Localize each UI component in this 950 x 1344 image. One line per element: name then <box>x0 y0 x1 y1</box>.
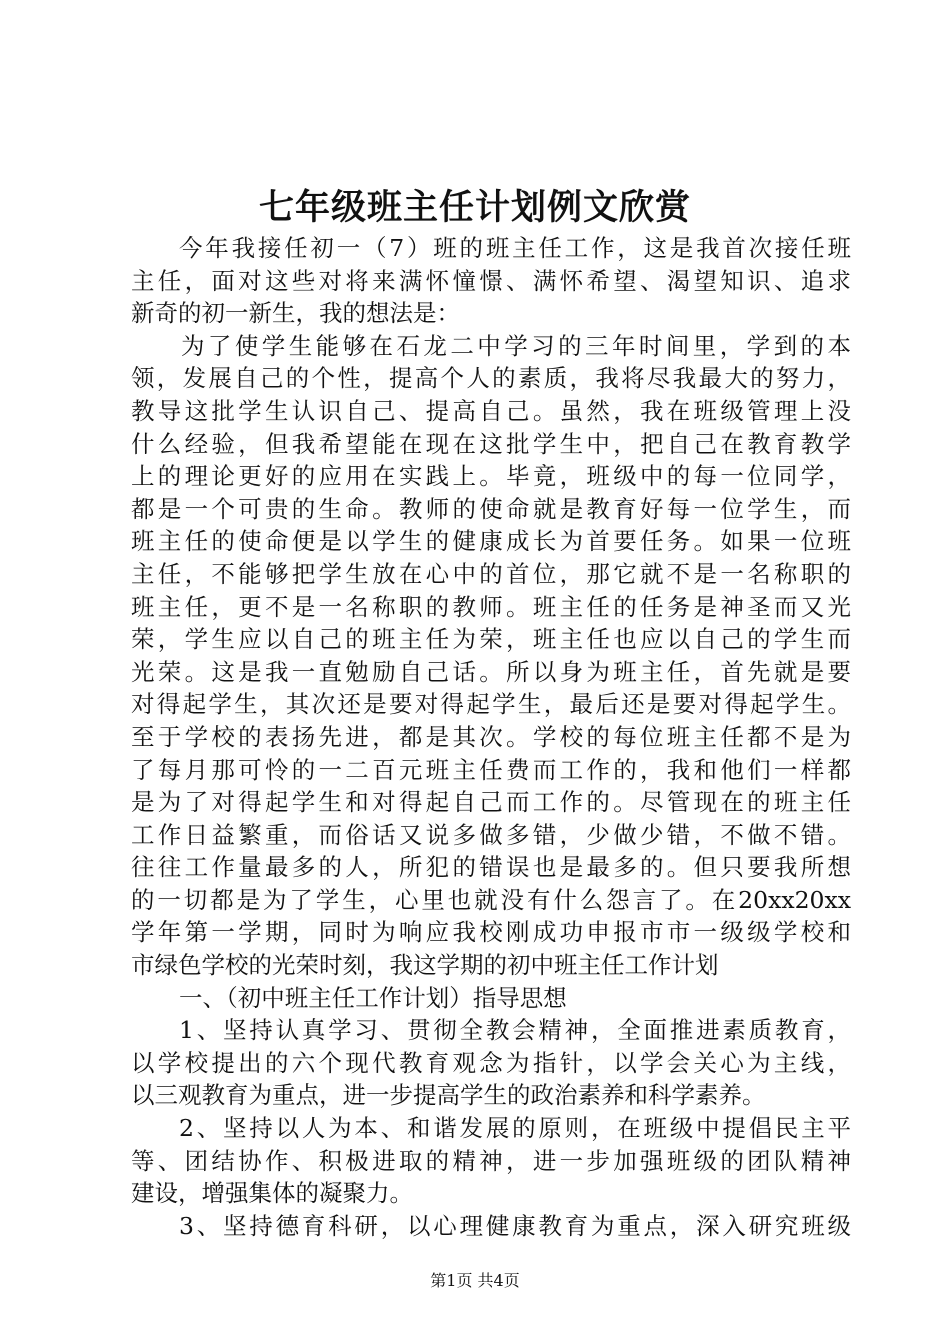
text-line: 什么经验，但我希望能在现在这批学生中，把自己在教育教学 <box>131 429 851 458</box>
text-line: 了每月那可怜的一二百元班主任费而工作的，我和他们一样都 <box>131 755 851 784</box>
section-heading: 一、（初中班主任工作计划）指导思想 <box>179 983 567 1012</box>
text-line: 都是一个可贵的生命。教师的使命就是教育好每一位学生，而 <box>131 494 851 523</box>
document-body <box>131 232 851 1242</box>
text-line: 领，发展自己的个性，提高个人的素质，我将尽我最大的努力， <box>131 364 851 393</box>
text-line: 新奇的初一新生，我的想法是： <box>131 299 460 328</box>
text-line: 主任，面对这些对将来满怀憧憬、满怀希望、渴望知识、追求 <box>131 266 851 295</box>
text-line: 建设，增强集体的凝聚力。 <box>131 1179 413 1208</box>
text-line: 班主任，更不是一名称职的教师。班主任的任务是神圣而又光 <box>131 592 851 621</box>
text-line: 等、团结协作、积极进取的精神，进一步加强班级的团队精神 <box>131 1146 851 1175</box>
text-line: 至于学校的表扬先进，都是其次。学校的每位班主任都不是为 <box>131 722 851 751</box>
text-line: 教导这批学生认识自己、提高自己。虽然，我在班级管理上没 <box>131 396 851 425</box>
text-line: 学年第一学期，同时为响应我校刚成功申报市市一级级学校和 <box>131 918 851 947</box>
text-line: 市绿色学校的光荣时刻，我这学期的初中班主任工作计划 <box>131 951 719 980</box>
text-line: 以三观教育为重点，进一步提高学生的政治素养和科学素养。 <box>131 1081 766 1110</box>
text-line: 往往工作量最多的人，所犯的错误也是最多的。但只要我所想 <box>131 853 851 882</box>
text-line: 3、坚持德育科研，以心理健康教育为重点，深入研究班级 <box>179 1211 851 1240</box>
text-line: 光荣。这是我一直勉励自己话。所以身为班主任，首先就是要 <box>131 657 851 686</box>
text-line: 对得起学生，其次还是要对得起学生，最后还是要对得起学生。 <box>131 690 851 719</box>
page-footer: 第1页 共4页 <box>430 1271 520 1290</box>
text-line: 的一切都是为了学生，心里也就没有什么怨言了。在20xx20xx <box>131 885 851 914</box>
document-title: 七年级班主任计划例文欣赏 <box>258 187 691 228</box>
text-line: 1、坚持认真学习、贯彻全教会精神，全面推进素质教育， <box>179 1016 851 1045</box>
text-line: 班主任的使命便是以学生的健康成长为首要任务。如果一位班 <box>131 527 851 556</box>
text-line: 2、坚持以人为本、和谐发展的原则，在班级中提倡民主平 <box>179 1114 851 1143</box>
text-line: 以学校提出的六个现代教育观念为指针，以学会关心为主线， <box>131 1048 851 1077</box>
text-line: 为了使学生能够在石龙二中学习的三年时间里，学到的本 <box>181 331 851 360</box>
text-line: 上的理论更好的应用在实践上。毕竟，班级中的每一位同学， <box>131 462 851 491</box>
text-line: 是为了对得起学生和对得起自己而工作的。尽管现在的班主任 <box>131 788 851 817</box>
text-line: 工作日益繁重，而俗话又说多做多错，少做少错，不做不错。 <box>131 820 851 849</box>
text-line: 荣，学生应以自己的班主任为荣，班主任也应以自己的学生而 <box>131 625 851 654</box>
text-line: 今年我接任初一（7）班的班主任工作，这是我首次接任班 <box>179 234 851 262</box>
text-line: 主任，不能够把学生放在心中的首位，那它就不是一名称职的 <box>131 559 851 588</box>
